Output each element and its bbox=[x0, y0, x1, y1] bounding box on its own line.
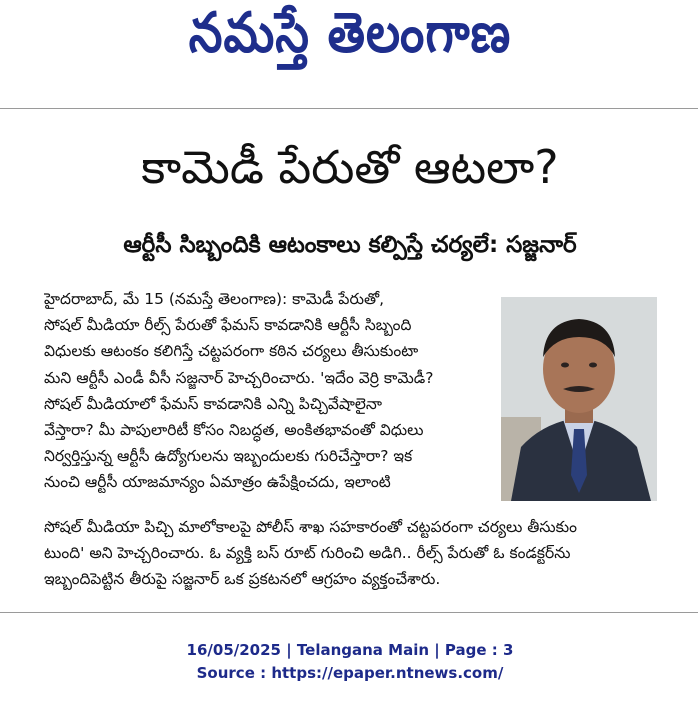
footer-date-page: 16/05/2025 | Telangana Main | Page : 3 bbox=[186, 641, 514, 659]
masthead bbox=[0, 0, 700, 108]
article-line: హైదరాబాద్, మే 15 (నమస్తే తెలంగాణ): కామెడీ పేరుతో, bbox=[44, 290, 385, 308]
article-line: వేస్తారా? మీ పాపులారిటీ కోసం నిబద్ధత, అంకితభావంతో విధులు bbox=[44, 421, 424, 440]
article-line: ఇబ్బందిపెట్టిన తీరుపై సజ్జనార్ ఒక ప్రకటనలో ఆగ్రహం వ్యక్తంచేశారు. bbox=[44, 570, 441, 589]
newspaper-logo: నమస్తే తెలంగాణ bbox=[188, 0, 512, 66]
article-line: సోషల్ మీడియాలో ఫేమస్ కావడానికి ఎన్ని పిచ్చివేషాలైనా bbox=[44, 394, 382, 413]
subheadline: ఆర్టీసీ సిబ్బందికి ఆటంకాలు కల్పిస్తే చర్యలే: సజ్జనార్ bbox=[123, 232, 577, 258]
article-body-column bbox=[44, 286, 490, 496]
article-line: విధులకు ఆటంకం కలిగిస్తే చట్టపరంగా కఠిన చర్యలు తీసుకుంటా bbox=[44, 342, 419, 361]
article-line: నిర్వర్తిస్తున్న ఆర్టీసీ ఉద్యోగులను ఇబ్బందులకు గురిచేస్తారా? ఇక bbox=[44, 447, 413, 466]
headline: కామెడీ పేరుతో ఆటలా? bbox=[141, 140, 559, 194]
article-line: సోషల్ మీడియా పిచ్చి మాలోకాలపై పోలీస్ శాఖ సహకారంతో చట్టపరంగా చర్యలు తీసుకుం bbox=[44, 518, 577, 536]
divider-top bbox=[0, 108, 698, 109]
article-line: టుంది' అని హెచ్చరించారు. ఓ వ్యక్తి బస్ రూట్ గురించి అడిగి.. రీల్స్ పేరుతో ఓ కండక్టర్‌ను bbox=[44, 544, 571, 563]
portrait-illustration bbox=[501, 297, 657, 501]
article-line: నుంచి ఆర్టీసీ యాజమాన్యం ఏమాత్రం ఉపేక్షించదు, ఇలాంటి bbox=[44, 473, 391, 492]
article-line: సోషల్ మీడియా రీల్స్ పేరుతో ఫేమస్ కావడానికి ఆర్టీసీ సిబ్బంది bbox=[44, 316, 412, 335]
divider-bottom bbox=[0, 612, 698, 613]
article-line: మని ఆర్టీసీ ఎండీ వీసీ సజ్జనార్ హెచ్చరించారు. 'ఇదేం వెర్రి కామెడీ? bbox=[44, 368, 434, 387]
article-body-full bbox=[44, 514, 644, 593]
footer-source: Source : https://epaper.ntnews.com/ bbox=[196, 664, 504, 682]
portrait-photo bbox=[501, 297, 657, 501]
